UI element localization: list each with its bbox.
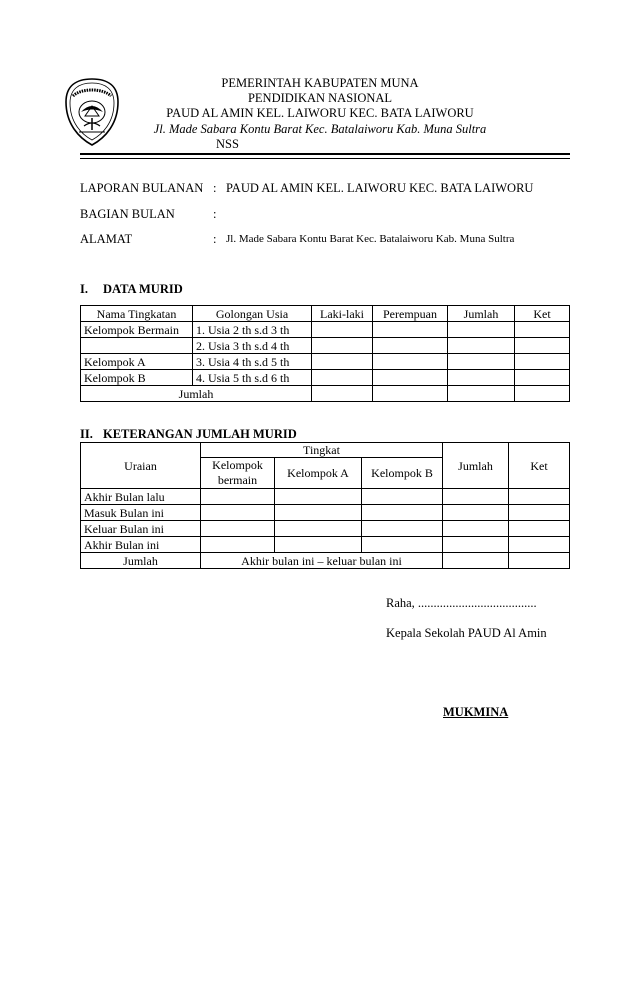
table-row bbox=[81, 370, 570, 386]
cell-kelompok-bermain[interactable] bbox=[201, 505, 275, 521]
cell-total-laki-laki[interactable] bbox=[312, 386, 373, 402]
header-kelompok-b: Kelompok B bbox=[362, 458, 443, 489]
cell-tingkatan: Kelompok Bermain bbox=[81, 322, 193, 338]
signature-position: Kepala Sekolah PAUD Al Amin bbox=[386, 626, 547, 640]
cell-total-perempuan[interactable] bbox=[373, 386, 448, 402]
cell-perempuan[interactable] bbox=[373, 322, 448, 338]
data-murid-table bbox=[80, 305, 570, 402]
header-nama-tingkatan: Nama Tingkatan bbox=[81, 306, 193, 322]
section-2-title: KETERANGAN JUMLAH MURID bbox=[103, 427, 297, 441]
cell-jumlah[interactable] bbox=[443, 521, 509, 537]
cell-jumlah[interactable] bbox=[448, 354, 515, 370]
table-header-row bbox=[81, 306, 570, 322]
alamat-label: ALAMAT bbox=[80, 232, 133, 246]
cell-usia: 1. Usia 2 th s.d 3 th bbox=[193, 322, 312, 338]
header-kelompok-bermain-line2: bermain bbox=[217, 473, 258, 487]
laporan-colon: : bbox=[213, 181, 217, 195]
cell-uraian: Akhir Bulan ini bbox=[81, 537, 201, 553]
cell-laki-laki[interactable] bbox=[312, 322, 373, 338]
tut-wuri-handayani-logo bbox=[63, 76, 121, 148]
table-total-row bbox=[81, 386, 570, 402]
cell-jumlah[interactable] bbox=[443, 489, 509, 505]
cell-usia: 2. Usia 3 th s.d 4 th bbox=[193, 338, 312, 354]
cell-jumlah[interactable] bbox=[448, 338, 515, 354]
cell-jumlah[interactable] bbox=[443, 537, 509, 553]
cell-jumlah[interactable] bbox=[443, 505, 509, 521]
bagian-bulan-colon: : bbox=[213, 207, 217, 221]
laporan-value: PAUD AL AMIN KEL. LAIWORU KEC. BATA LAIWORU bbox=[226, 181, 534, 195]
cell-laki-laki[interactable] bbox=[312, 354, 373, 370]
cell-usia: 3. Usia 4 th s.d 5 th bbox=[193, 354, 312, 370]
cell-total-jumlah[interactable] bbox=[443, 553, 509, 569]
letterhead-nss: NSS bbox=[216, 137, 239, 151]
table-row bbox=[81, 521, 570, 537]
table-row bbox=[81, 338, 570, 354]
cell-kelompok-bermain[interactable] bbox=[201, 537, 275, 553]
header-ket: Ket bbox=[509, 443, 570, 489]
section-1-number: I. bbox=[80, 282, 88, 296]
cell-ket[interactable] bbox=[515, 370, 570, 386]
cell-ket[interactable] bbox=[509, 537, 570, 553]
cell-total-label: Jumlah bbox=[81, 553, 201, 569]
table-header-row bbox=[81, 443, 570, 458]
cell-perempuan[interactable] bbox=[373, 354, 448, 370]
header-kelompok-bermain bbox=[201, 458, 275, 489]
cell-laki-laki[interactable] bbox=[312, 338, 373, 354]
letterhead-rule-thick bbox=[80, 153, 570, 155]
header-kelompok-bermain-line1: Kelompok bbox=[212, 458, 263, 472]
signature-name: MUKMINA bbox=[443, 705, 509, 719]
cell-total-ket[interactable] bbox=[515, 386, 570, 402]
cell-total-label: Jumlah bbox=[81, 386, 312, 402]
cell-total-jumlah[interactable] bbox=[448, 386, 515, 402]
table-row bbox=[81, 322, 570, 338]
cell-kelompok-b[interactable] bbox=[362, 521, 443, 537]
table-row bbox=[81, 505, 570, 521]
table-row bbox=[81, 354, 570, 370]
cell-uraian: Keluar Bulan ini bbox=[81, 521, 201, 537]
cell-tingkatan: Kelompok A bbox=[81, 354, 193, 370]
cell-ket[interactable] bbox=[515, 338, 570, 354]
cell-jumlah[interactable] bbox=[448, 370, 515, 386]
header-laki-laki: Laki-laki bbox=[312, 306, 373, 322]
header-jumlah: Jumlah bbox=[448, 306, 515, 322]
section-2-number: II. bbox=[80, 427, 93, 441]
letterhead-rule-thin bbox=[80, 158, 570, 159]
table-row bbox=[81, 537, 570, 553]
cell-kelompok-a[interactable] bbox=[275, 505, 362, 521]
header-tingkat: Tingkat bbox=[201, 443, 443, 458]
cell-total-ket[interactable] bbox=[509, 553, 570, 569]
cell-ket[interactable] bbox=[509, 521, 570, 537]
laporan-label: LAPORAN BULANAN bbox=[80, 181, 204, 195]
cell-uraian: Akhir Bulan lalu bbox=[81, 489, 201, 505]
cell-kelompok-bermain[interactable] bbox=[201, 489, 275, 505]
table-row bbox=[81, 489, 570, 505]
section-1-title: DATA MURID bbox=[103, 282, 183, 296]
cell-perempuan[interactable] bbox=[373, 338, 448, 354]
cell-ket[interactable] bbox=[509, 489, 570, 505]
section-1-heading bbox=[80, 282, 183, 297]
cell-total-formula: Akhir bulan ini – keluar bulan ini bbox=[201, 553, 443, 569]
cell-kelompok-bermain[interactable] bbox=[201, 521, 275, 537]
cell-kelompok-b[interactable] bbox=[362, 489, 443, 505]
letterhead-government: PEMERINTAH KABUPATEN MUNA bbox=[221, 76, 419, 90]
alamat-colon: : bbox=[213, 232, 217, 246]
letterhead-department: PENDIDIKAN NASIONAL bbox=[247, 91, 393, 105]
header-perempuan: Perempuan bbox=[373, 306, 448, 322]
header-kelompok-a: Kelompok A bbox=[275, 458, 362, 489]
table-total-row bbox=[81, 553, 570, 569]
cell-jumlah[interactable] bbox=[448, 322, 515, 338]
keterangan-jumlah-table bbox=[80, 442, 570, 569]
cell-usia: 4. Usia 5 th s.d 6 th bbox=[193, 370, 312, 386]
header-uraian: Uraian bbox=[81, 443, 201, 489]
section-2-heading bbox=[80, 427, 297, 442]
header-golongan-usia: Golongan Usia bbox=[193, 306, 312, 322]
alamat-value: Jl. Made Sabara Kontu Barat Kec. Batalaiworu Kab. Muna Sultra bbox=[226, 233, 515, 245]
bagian-bulan-label: BAGIAN BULAN bbox=[80, 207, 175, 221]
cell-perempuan[interactable] bbox=[373, 370, 448, 386]
signature-place-date[interactable]: Raha, ...................................... bbox=[386, 596, 537, 610]
header-jumlah: Jumlah bbox=[443, 443, 509, 489]
cell-kelompok-b[interactable] bbox=[362, 537, 443, 553]
letterhead-school-name: PAUD AL AMIN KEL. LAIWORU KEC. BATA LAIWORU bbox=[166, 106, 474, 120]
cell-kelompok-a[interactable] bbox=[275, 537, 362, 553]
cell-ket[interactable] bbox=[515, 322, 570, 338]
cell-kelompok-a[interactable] bbox=[275, 521, 362, 537]
cell-laki-laki[interactable] bbox=[312, 370, 373, 386]
cell-kelompok-b[interactable] bbox=[362, 505, 443, 521]
cell-ket[interactable] bbox=[509, 505, 570, 521]
letterhead-address: Jl. Made Sabara Kontu Barat Kec. Batalaiworu Kab. Muna Sultra bbox=[153, 122, 487, 136]
cell-uraian: Masuk Bulan ini bbox=[81, 505, 201, 521]
header-ket: Ket bbox=[515, 306, 570, 322]
cell-tingkatan: Kelompok B bbox=[81, 370, 193, 386]
cell-kelompok-a[interactable] bbox=[275, 489, 362, 505]
cell-ket[interactable] bbox=[515, 354, 570, 370]
cell-tingkatan bbox=[81, 338, 193, 354]
